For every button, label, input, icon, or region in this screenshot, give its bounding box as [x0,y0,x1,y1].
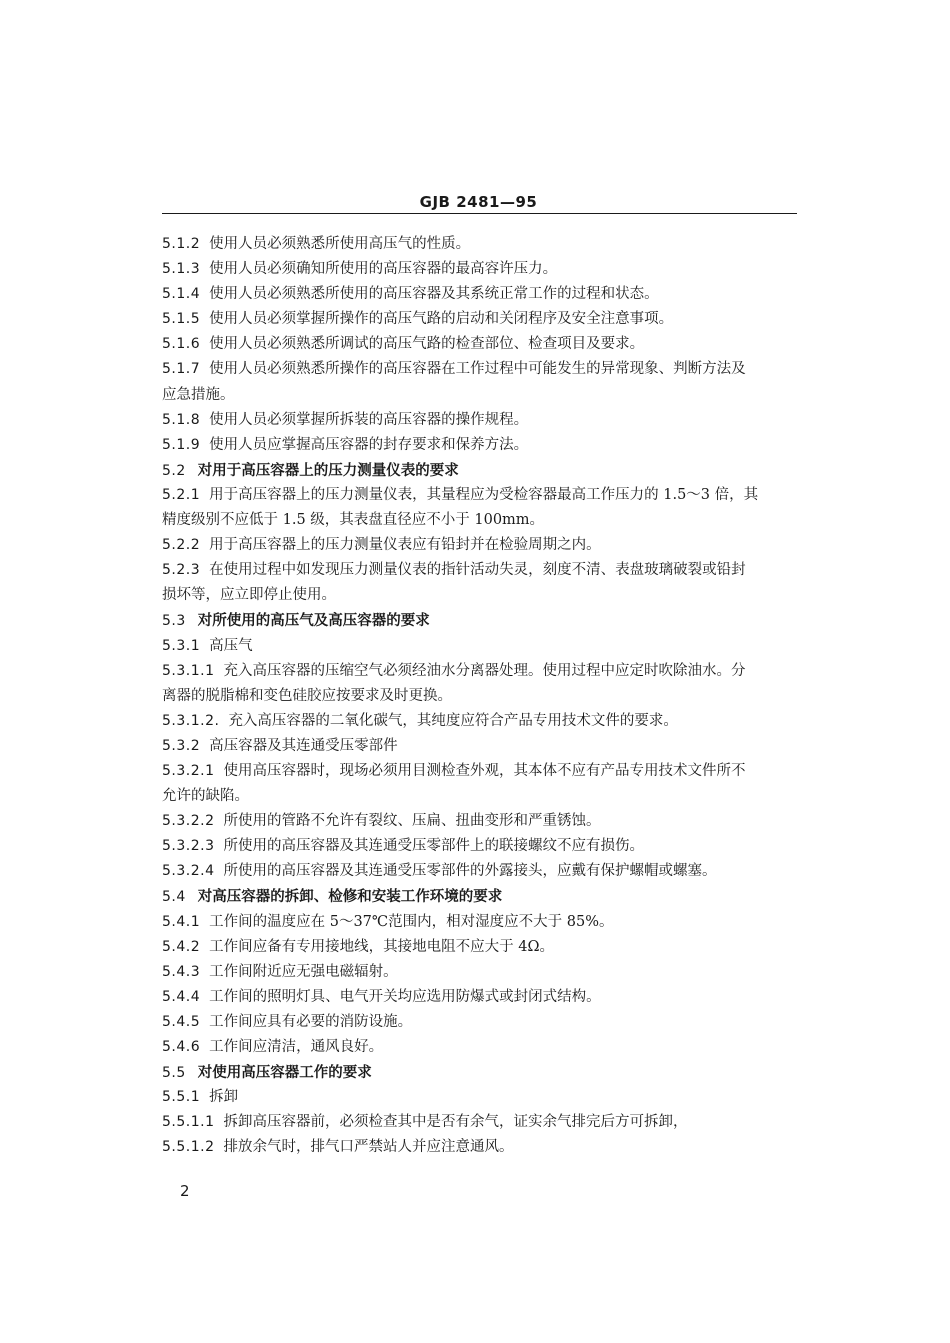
clause-text: 充入高压容器的二氧化碳气，其纯度应符合产品专用技术文件的要求。 [228,712,678,729]
clause-text: 高压气 [209,637,253,654]
clause-number: 5.1.6 [162,336,201,353]
clause-number: 5.5.1.1 [162,1114,215,1131]
clause-line [162,558,802,583]
clause-text: 工作间附近应无强电磁辐射。 [209,963,398,980]
clause-line [162,709,802,734]
clause-number: 5.3 [162,613,186,630]
clause-line [162,734,802,759]
clause-number: 5.3.2.3 [162,838,215,855]
clause-text: 使用高压容器时，现场必须用目测检查外观，其本体不应有产品专用技术文件所不 [223,762,746,779]
clause-number: 5.4.5 [162,1013,201,1030]
clause-number: 5.4 [162,889,186,906]
clause-number: 5.4.4 [162,988,201,1005]
clause-text: 高压容器及其连通受压零部件 [209,737,398,754]
clause-number: 5.3.2.2 [162,813,215,830]
clause-line [162,257,802,282]
clause-text: 允许的缺陷。 [162,788,249,805]
clause-line [162,307,802,332]
clause-text: 使用人员必须确知所使用的高压容器的最高容许压力。 [209,261,558,278]
clause-line [162,1110,802,1135]
clause-number: 5.1.3 [162,261,201,278]
clause-text: 工作间应具有必要的消防设施。 [209,1013,413,1030]
clause-number: 5.1.8 [162,411,201,428]
clause-number: 5.2.1 [162,486,201,503]
clause-line [162,282,802,307]
clause-text: 对高压容器的拆卸、检修和安装工作环境的要求 [197,888,503,906]
clause-line [162,1035,802,1060]
clause-number: 5.5.1 [162,1089,201,1106]
clause-text: 充入高压容器的压缩空气必须经油水分离器处理。使用过程中应定时吹除油水。分 [223,662,746,679]
clause-line [162,1135,802,1160]
clause-text: 使用人员必须掌握所拆装的高压容器的操作规程。 [209,411,529,428]
clause-line [162,483,802,508]
clause-text: 精度级别不应低于 1.5 级，其表盘直径应不小于 100mm。 [162,512,545,529]
clause-text: 使用人员应掌握高压容器的封存要求和保养方法。 [209,436,529,453]
clause-number: 5.5.1.2 [162,1139,215,1156]
clause-line [162,935,802,960]
clause-line [162,433,802,458]
clause-line [162,232,802,257]
clause-text: 排放余气时，排气口严禁站人并应注意通风。 [223,1139,514,1156]
page-number: 2 [180,1182,190,1200]
clause-line [162,684,802,709]
clause-number: 5.1.9 [162,436,201,453]
clause-number: 5.5 [162,1065,186,1082]
clause-text: 对所使用的高压气及高压容器的要求 [197,612,430,630]
clause-text: 拆卸高压容器前，必须检查其中是否有余气，证实余气排完后方可拆卸， [223,1114,688,1131]
clause-number: 5.2 [162,462,186,479]
clause-text: 工作间应清洁，通风良好。 [209,1039,384,1055]
clause-line [162,634,802,659]
clause-text: 所使用的管路不允许有裂纹、压扁、扭曲变形和严重锈蚀。 [223,813,601,830]
clause-number: 5.4.2 [162,938,201,955]
clause-line [162,659,802,684]
clause-line [162,910,802,935]
clause-number: 5.2.3 [162,562,201,579]
section-heading [162,608,802,633]
clause-number: 5.4.1 [162,913,201,930]
clause-number: 5.3.2.4 [162,863,215,880]
document-body [162,232,802,1160]
clause-line [162,859,802,884]
clause-text: 使用人员必须熟悉所调试的高压气路的检查部位、检查项目及要求。 [209,336,645,353]
clause-number: 5.4.6 [162,1039,201,1055]
clause-text: 离器的脱脂棉和变色硅胶应按要求及时更换。 [162,687,452,704]
clause-number: 5.3.2 [162,737,201,754]
clause-text: 用于高压容器上的压力测量仪表应有铅封并在检验周期之内。 [209,537,601,554]
clause-line [162,383,802,408]
clause-text: 工作间的照明灯具、电气开关均应选用防爆式或封闭式结构。 [209,988,601,1005]
clause-number: 5.1.5 [162,311,201,328]
clause-text: 工作间的温度应在 5～37℃范围内，相对湿度应不大于 85%。 [209,913,614,930]
clause-number: 5.3.1.2. [162,712,220,729]
document-code-header: GJB 2481—95 [419,193,538,211]
clause-line [162,759,802,784]
clause-text: 对用于高压容器上的压力测量仪表的要求 [197,461,459,479]
clause-number: 5.3.1 [162,637,201,654]
clause-text: 所使用的高压容器及其连通受压零部件的外露接头，应戴有保护螺帽或螺塞。 [223,863,717,880]
clause-line [162,809,802,834]
clause-text: 使用人员必须熟悉所使用的高压容器及其系统正常工作的过程和状态。 [209,286,659,303]
clause-line [162,408,802,433]
clause-line [162,985,802,1010]
clause-text: 对使用高压容器工作的要求 [197,1064,372,1082]
section-heading [162,884,802,909]
header-rule [162,213,797,214]
clause-line [162,583,802,608]
clause-text: 拆卸 [209,1089,239,1106]
clause-text: 在使用过程中如发现压力测量仪表的指针活动失灵，刻度不清、表盘玻璃破裂或铅封 [209,562,746,579]
clause-number: 5.1.2 [162,236,201,252]
clause-line [162,834,802,859]
clause-number: 5.1.4 [162,286,201,303]
clause-text: 使用人员必须掌握所操作的高压气路的启动和关闭程序及安全注意事项。 [209,311,674,328]
clause-line [162,357,802,382]
clause-line [162,1010,802,1035]
clause-line [162,508,802,533]
clause-text: 所使用的高压容器及其连通受压零部件上的联接螺纹不应有损伤。 [223,838,644,855]
clause-text: 工作间应备有专用接地线，其接地电阻不应大于 4Ω。 [209,938,554,955]
clause-text: 用于高压容器上的压力测量仪表，其量程应为受检容器最高工作压力的 1.5～3 倍，其 [209,486,759,503]
section-heading [162,1060,802,1085]
clause-text: 应急措施。 [162,386,235,403]
clause-line [162,960,802,985]
clause-text: 损坏等，应立即停止使用。 [162,587,336,604]
clause-number: 5.4.3 [162,963,201,980]
clause-text: 使用人员必须熟悉所操作的高压容器在工作过程中可能发生的异常现象、判断方法及 [209,361,746,378]
clause-text: 使用人员必须熟悉所使用高压气的性质。 [209,236,471,252]
clause-line [162,533,802,558]
clause-line [162,1085,802,1110]
section-heading [162,458,802,483]
clause-number: 5.2.2 [162,537,201,554]
clause-line [162,784,802,809]
clause-number: 5.1.7 [162,361,201,378]
clause-line [162,332,802,357]
clause-number: 5.3.1.1 [162,662,215,679]
clause-number: 5.3.2.1 [162,762,215,779]
